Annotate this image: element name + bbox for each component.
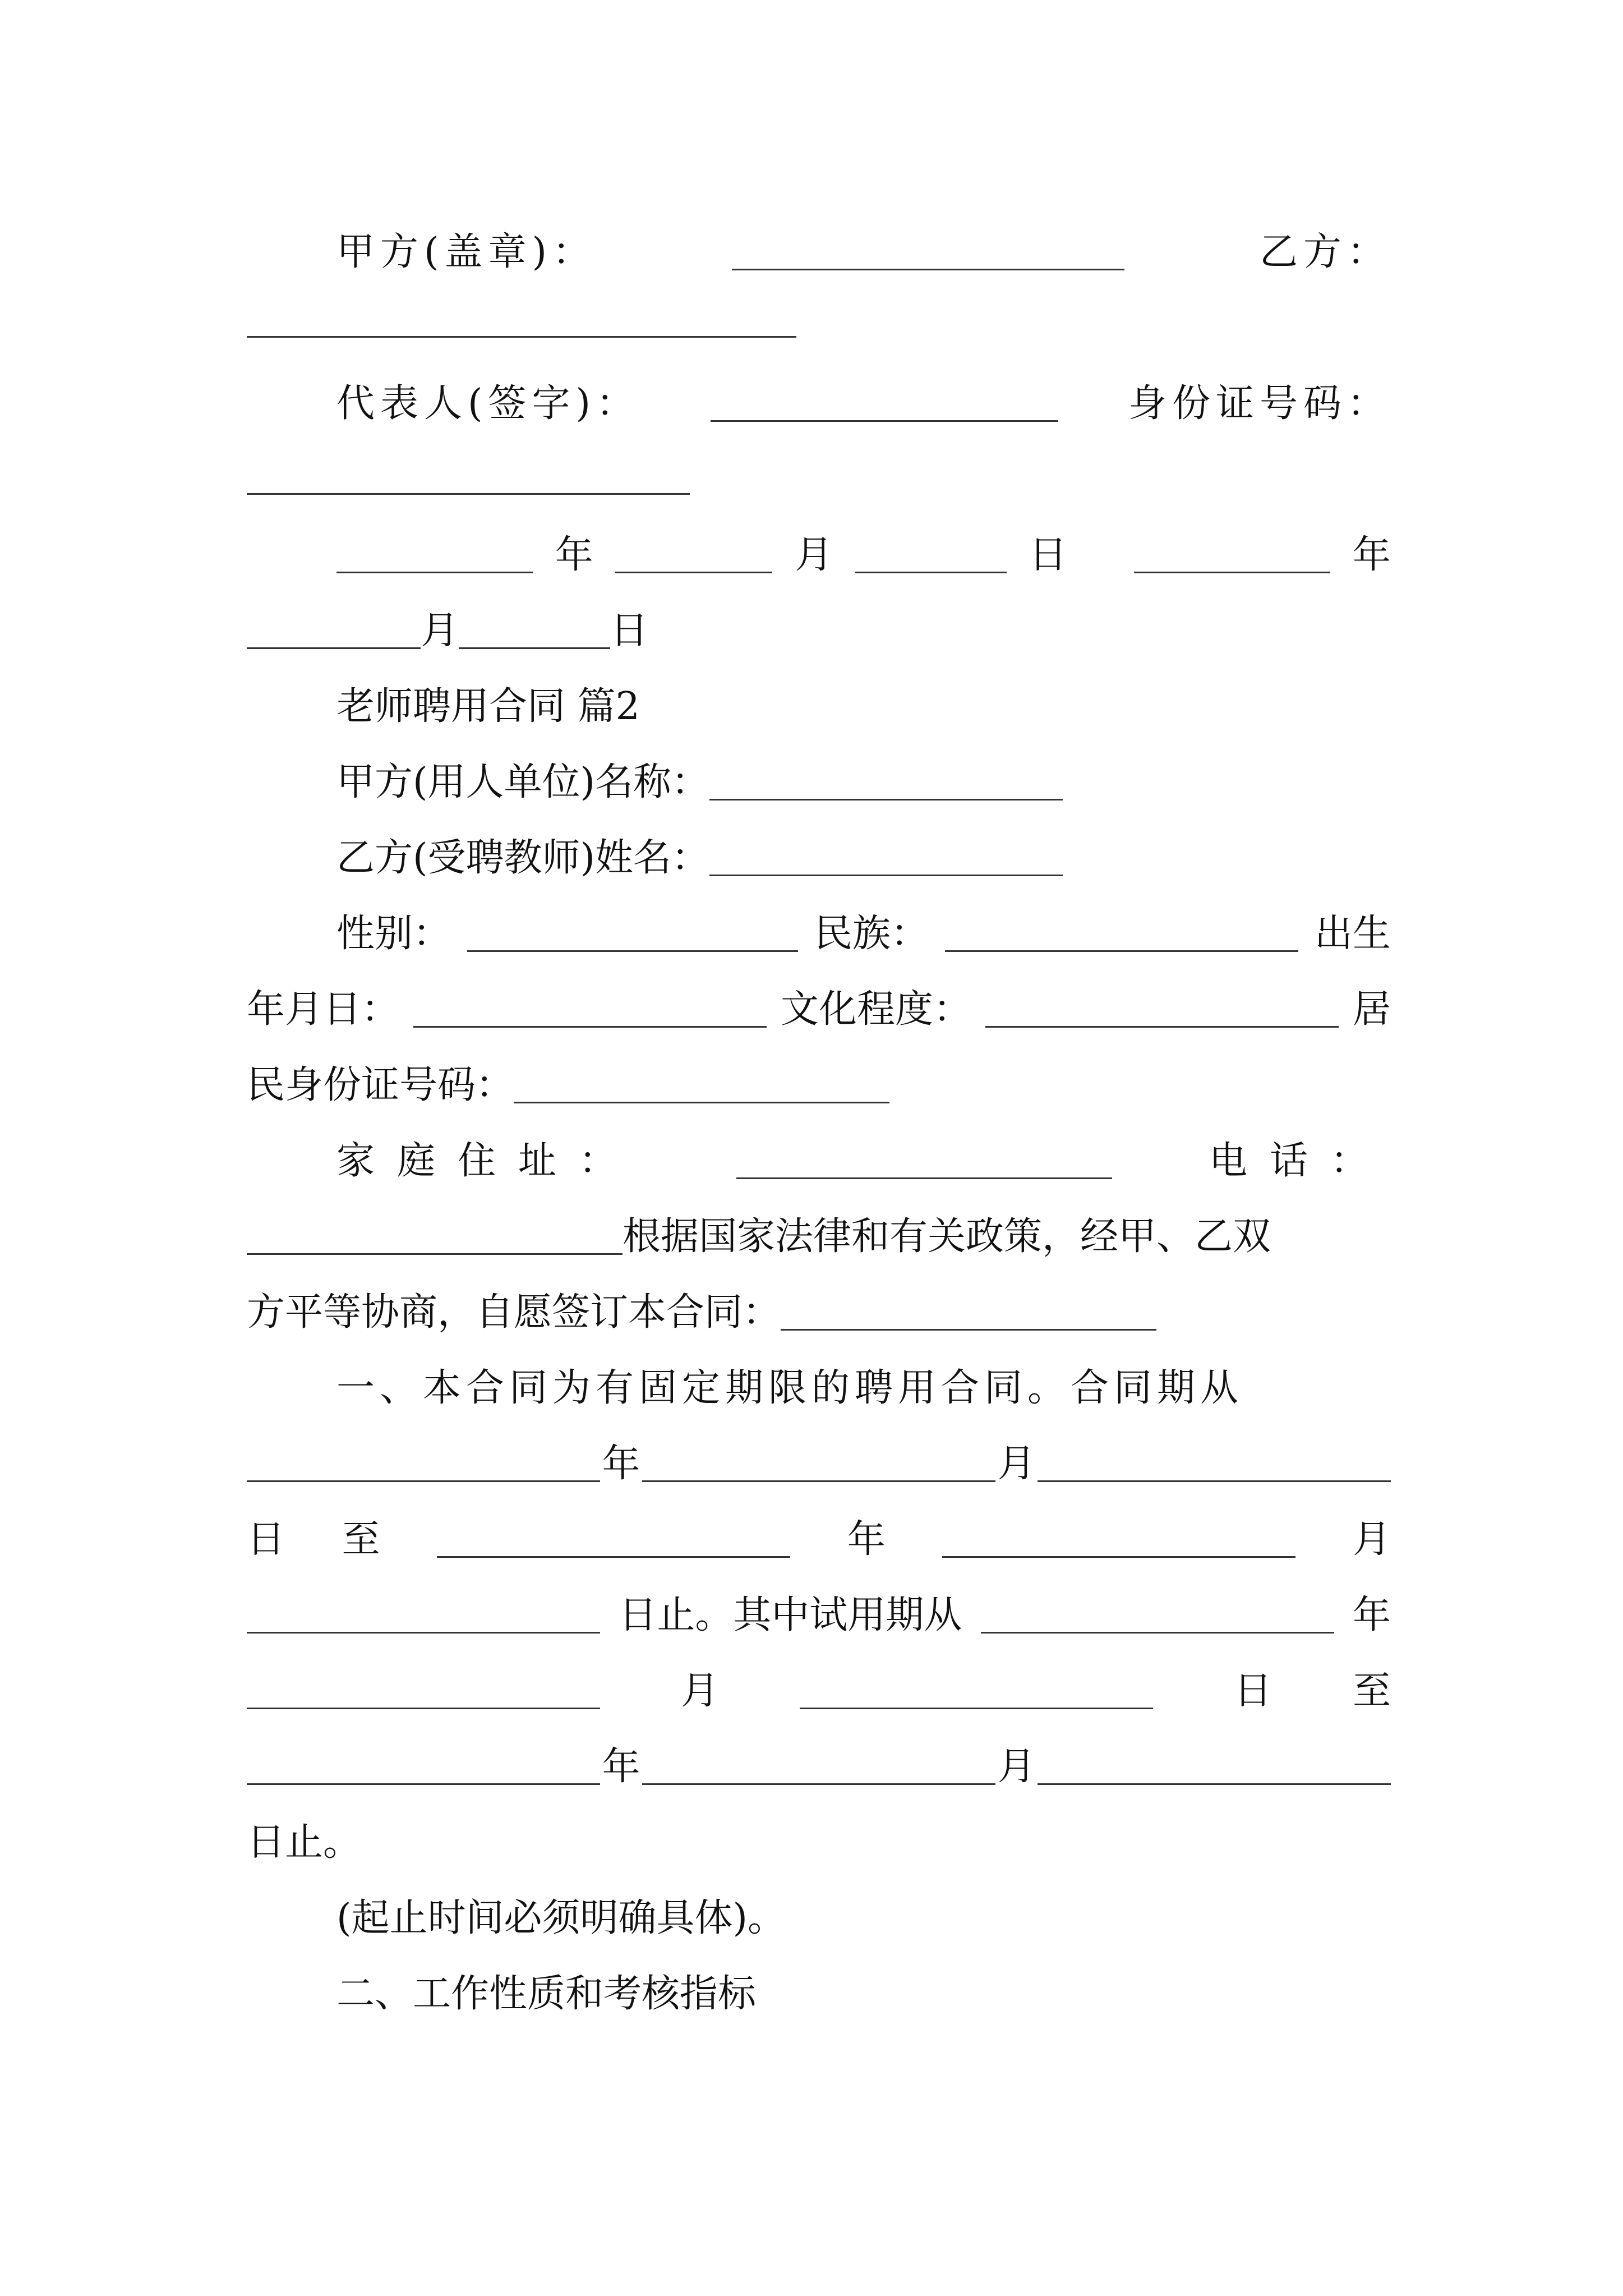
birth-date-label: 年月日： <box>247 987 400 1032</box>
date2-year-label: 年 <box>1352 533 1391 577</box>
line-note <box>247 1879 1391 1947</box>
line-probation-end <box>247 1728 1391 1795</box>
representative-blank <box>711 418 1058 422</box>
probation-to-label: 至 <box>1352 1669 1391 1713</box>
line-signing-date <box>247 516 1391 583</box>
id-number-blank <box>247 491 690 495</box>
date2-month-blank <box>247 645 421 649</box>
start-month-label: 月 <box>997 1442 1036 1486</box>
line-period-end <box>247 1501 1391 1568</box>
start-year-blank <box>247 1478 600 1482</box>
date-day-blank <box>855 569 1007 573</box>
date2-day-blank <box>459 645 610 649</box>
line-birth-education <box>247 970 1391 1038</box>
note-text: (起止时间必须明确具体)。 <box>336 1896 786 1940</box>
phone-blank <box>247 1251 623 1255</box>
probation-end-year-blank <box>247 1781 600 1785</box>
line-legal-basis <box>247 1198 1391 1265</box>
end-year-label: 年 <box>847 1517 886 1562</box>
employer-name-label: 甲方(用人单位)名称： <box>336 760 710 804</box>
birth-label-start: 出生 <box>1314 912 1391 956</box>
employer-name-blank <box>709 797 1063 800</box>
probation-month-label: 月 <box>680 1669 719 1713</box>
date2-month-label: 月 <box>421 609 459 653</box>
resident-label-start: 居 <box>1352 987 1391 1032</box>
line-party-a-seal <box>247 213 1391 280</box>
education-blank <box>985 1024 1339 1028</box>
start-year-label: 年 <box>602 1442 640 1486</box>
probation-day-blank <box>800 1705 1153 1709</box>
teacher-name-label: 乙方(受聘教师)姓名： <box>336 836 710 880</box>
probation-close-text: 日止。 <box>247 1820 362 1865</box>
start-month-blank <box>642 1478 995 1482</box>
line-id-number-blank <box>247 438 1391 505</box>
line-clause-one <box>247 1349 1391 1416</box>
date2-year-blank <box>1134 569 1330 573</box>
probation-end-month-blank <box>642 1781 995 1785</box>
line-teacher-name <box>247 819 1391 886</box>
end-day-blank <box>247 1630 600 1634</box>
legal-basis-text: 根据国家法律和有关政策，经甲、乙双 <box>623 1214 1271 1259</box>
to-label: 至 <box>342 1517 380 1562</box>
date-year-label: 年 <box>555 533 593 577</box>
line-signing-date-cont <box>247 592 1391 659</box>
id-number-label: 身份证号码： <box>1128 381 1391 426</box>
phone-label: 电话： <box>1209 1139 1391 1183</box>
line-probation-start <box>247 1576 1391 1644</box>
representative-label: 代表人(签字)： <box>336 381 640 426</box>
education-label: 文化程度： <box>780 987 971 1032</box>
start-day-blank <box>1038 1478 1391 1482</box>
contract-heading: 老师聘用合同 篇2 <box>336 684 640 729</box>
probation-end-day-blank <box>1038 1781 1391 1785</box>
teacher-name-blank <box>709 872 1063 876</box>
section-heading <box>247 668 1391 735</box>
resident-id-blank <box>514 1099 889 1103</box>
gender-label: 性别： <box>336 912 451 956</box>
date-month-label: 月 <box>795 533 833 577</box>
ethnicity-label: 民族： <box>814 912 929 956</box>
gender-blank <box>467 948 798 952</box>
agreement-blank <box>781 1327 1156 1331</box>
address-blank <box>736 1175 1112 1179</box>
line-representative <box>247 365 1391 432</box>
address-label: 家庭住址： <box>336 1139 640 1183</box>
line-employer-name <box>247 743 1391 811</box>
date-year-blank <box>336 569 533 573</box>
date2-day-label: 日 <box>610 609 649 653</box>
probation-month-blank <box>247 1705 600 1709</box>
agreement-text: 方平等协商，自愿签订本合同： <box>247 1290 781 1335</box>
ethnicity-blank <box>945 948 1298 952</box>
line-period-start <box>247 1425 1391 1492</box>
clause-two-heading: 二、工作性质和考核指标 <box>336 1972 757 2016</box>
line-probation-month <box>247 1652 1391 1719</box>
birth-date-blank <box>413 1024 767 1028</box>
line-party-b-blank <box>247 280 1391 348</box>
party-a-seal-blank <box>732 266 1124 270</box>
probation-year-blank <box>981 1630 1334 1634</box>
party-a-seal-label: 甲方(盖章)： <box>336 230 597 274</box>
clause-one-text: 一、本合同为有固定期限的聘用合同。合同期从 <box>336 1366 1244 1410</box>
probation-end-month-label: 月 <box>997 1745 1036 1789</box>
resident-id-label: 民身份证号码： <box>247 1063 514 1107</box>
probation-text: 日止。其中试用期从 <box>619 1593 962 1637</box>
date-month-blank <box>615 569 772 573</box>
line-gender-ethnicity <box>247 895 1391 962</box>
line-agreement <box>247 1273 1391 1341</box>
line-clause-two <box>247 1955 1391 2022</box>
start-day-label: 日 <box>247 1517 285 1562</box>
probation-day-label: 日 <box>1233 1669 1272 1713</box>
probation-year-label: 年 <box>1352 1593 1391 1637</box>
end-month-label: 月 <box>1352 1517 1391 1562</box>
line-address-phone <box>247 1122 1391 1189</box>
line-resident-id <box>247 1046 1391 1114</box>
end-year-blank <box>437 1554 790 1558</box>
date-day-label: 日 <box>1029 533 1067 577</box>
line-probation-close <box>247 1803 1391 1871</box>
party-b-blank <box>247 334 796 338</box>
party-b-label: 乙方： <box>1259 230 1391 274</box>
end-month-blank <box>942 1554 1295 1558</box>
probation-end-year-label: 年 <box>602 1745 640 1789</box>
